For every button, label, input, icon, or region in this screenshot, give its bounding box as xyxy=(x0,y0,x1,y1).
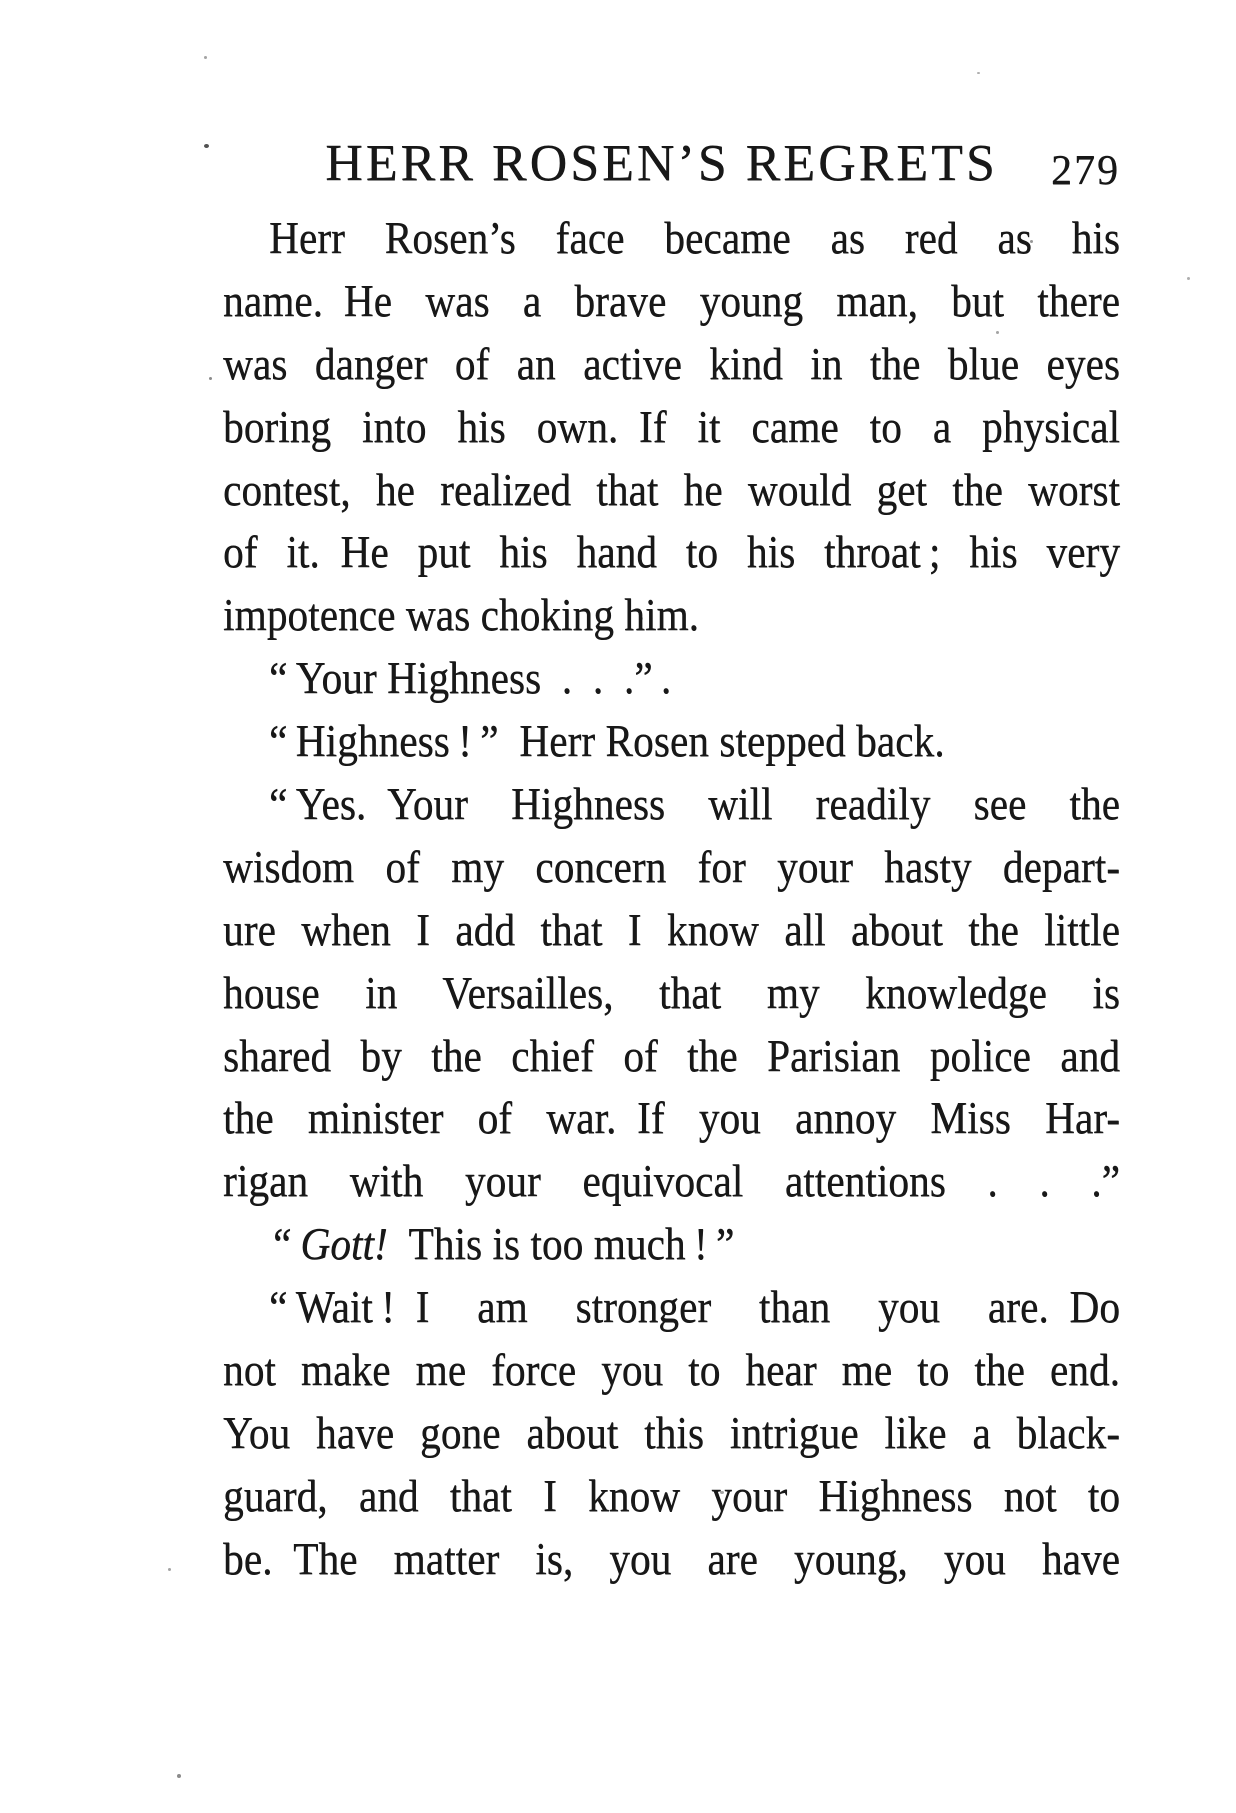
text-line xyxy=(223,1528,1120,1591)
text-line xyxy=(223,1276,1120,1339)
text-run: not make me force you to hear me to the end. xyxy=(223,1345,1120,1396)
scan-speck xyxy=(204,144,209,148)
scan-speck xyxy=(1187,277,1190,280)
scan-speck xyxy=(1030,240,1033,243)
page-header xyxy=(223,0,1120,210)
text-line xyxy=(223,773,1120,836)
italic-text-run: Gott! xyxy=(300,1219,388,1270)
text-line xyxy=(223,710,1120,773)
text-line xyxy=(223,899,1120,962)
text-line xyxy=(223,333,1120,396)
text-run: name. He was a brave young man, but there xyxy=(223,275,1120,326)
text-line xyxy=(223,207,1120,270)
text-line xyxy=(223,1465,1120,1528)
text-line xyxy=(223,270,1120,333)
text-line xyxy=(223,1150,1120,1213)
text-run: Herr Rosen’s face became as red as his xyxy=(269,213,1120,263)
text-line xyxy=(223,1025,1120,1088)
text-run: of it. He put his hand to his throat ; his very xyxy=(223,527,1120,578)
text-line xyxy=(223,1339,1120,1402)
italic-text-run: “ xyxy=(269,1219,301,1270)
text-run: rigan with your equivocal attentions . . .” xyxy=(223,1156,1120,1207)
text-run: “ Yes. Your Highness will readily see the xyxy=(269,779,1120,830)
text-run: “ Your Highness . . .” . xyxy=(269,653,672,704)
scan-speck xyxy=(209,377,212,380)
text-run: wisdom of my concern for your hasty depart- xyxy=(223,841,1120,892)
body-text xyxy=(223,207,1120,1591)
text-run: ure when I add that I know all about the little xyxy=(223,904,1120,955)
scan-speck xyxy=(977,72,980,74)
scan-speck xyxy=(177,1774,181,1778)
text-run: You have gone about this intrigue like a black- xyxy=(223,1407,1120,1458)
text-run: boring into his own. If it came to a physical xyxy=(223,401,1120,452)
text-line xyxy=(223,521,1120,584)
text-line xyxy=(223,1213,1120,1276)
text-run: house in Versailles, that my knowledge is xyxy=(223,967,1120,1018)
text-run: be. The matter is, you are young, you have xyxy=(223,1533,1120,1584)
text-line xyxy=(223,1402,1120,1465)
text-run: guard, and that I know your Highness not to xyxy=(223,1470,1120,1521)
text-run: impotence was choking him. xyxy=(223,590,699,641)
text-run: “ Highness ! ” Herr Rosen stepped back. xyxy=(269,716,945,767)
text-run: shared by the chief of the Parisian police and xyxy=(223,1030,1120,1081)
text-line xyxy=(223,647,1120,710)
page-number: 279 xyxy=(1051,148,1120,194)
scan-speck xyxy=(204,56,207,59)
text-line xyxy=(223,1087,1120,1150)
text-line xyxy=(223,396,1120,459)
text-line xyxy=(223,459,1120,522)
text-run: This is too much ! ” xyxy=(387,1219,735,1270)
text-run: “ Wait ! I am stronger than you are. Do xyxy=(269,1282,1120,1333)
scan-speck xyxy=(996,331,999,334)
text-run: contest, he realized that he would get the worst xyxy=(223,464,1120,515)
text-line xyxy=(223,962,1120,1025)
text-run: was danger of an active kind in the blue eyes xyxy=(223,338,1120,389)
text-line xyxy=(223,836,1120,899)
scan-speck xyxy=(640,617,643,620)
scan-speck xyxy=(720,1491,724,1494)
scan-speck xyxy=(168,1568,171,1571)
text-run: the minister of war. If you annoy Miss Har- xyxy=(223,1093,1120,1144)
text-line xyxy=(223,584,1120,647)
running-title: HERR ROSEN’S REGRETS xyxy=(325,135,998,192)
